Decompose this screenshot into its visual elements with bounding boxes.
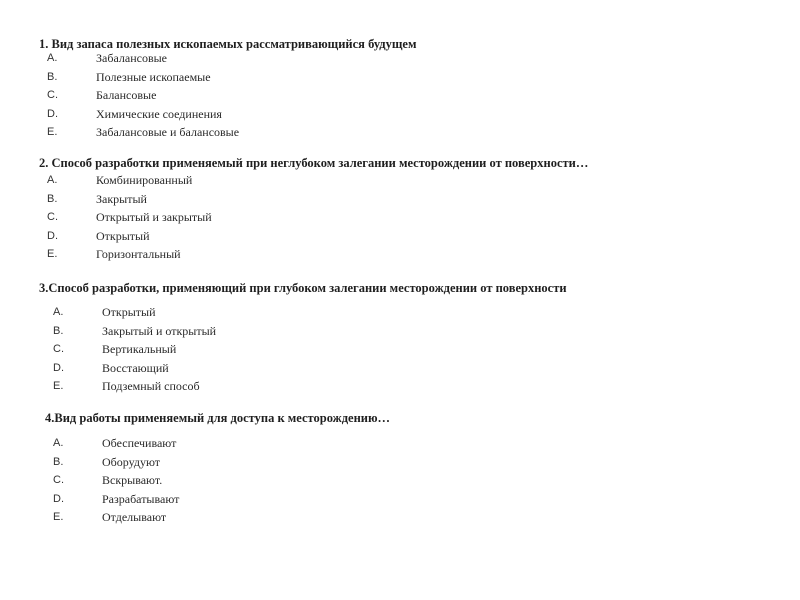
question-1 bbox=[39, 36, 417, 139]
option-text: Обеспечивают bbox=[102, 436, 177, 450]
option-letter: D. bbox=[47, 229, 58, 242]
option-text: Открытый и закрытый bbox=[96, 210, 212, 224]
option-letter: C. bbox=[47, 89, 58, 101]
option-text: Вскрывают. bbox=[102, 473, 163, 487]
option-letter: C. bbox=[53, 343, 64, 355]
option-text: Восстающий bbox=[102, 360, 169, 375]
option-text: Открытый bbox=[96, 228, 150, 243]
question-3 bbox=[39, 280, 567, 393]
question-4 bbox=[45, 410, 391, 524]
option-letter: D. bbox=[53, 492, 64, 505]
option-letter: D. bbox=[53, 361, 64, 374]
option-text: Открытый bbox=[102, 305, 156, 319]
option-text: Комбинированный bbox=[96, 173, 193, 187]
option-letter: D. bbox=[47, 107, 58, 120]
option-text: Подземный способ bbox=[102, 379, 200, 393]
option-letter: E. bbox=[47, 126, 58, 138]
option-letter: E. bbox=[53, 380, 64, 392]
option-letter: A. bbox=[53, 437, 64, 449]
option-letter: C. bbox=[47, 211, 58, 223]
option-letter: E. bbox=[53, 511, 64, 523]
question-2 bbox=[39, 155, 589, 261]
option-text: Оборудуют bbox=[102, 454, 161, 469]
option-letter: A. bbox=[53, 306, 64, 318]
option-text: Закрытый bbox=[96, 191, 147, 206]
option-letter: A. bbox=[47, 174, 58, 186]
option-text: Полезные ископаемые bbox=[96, 69, 211, 84]
question-title: 3.Способ разработки, применяющий при глубоком залегании месторождении от поверхности bbox=[39, 281, 567, 295]
option-letter: A. bbox=[47, 52, 58, 64]
option-letter: B. bbox=[53, 455, 64, 468]
option-text: Отделывают bbox=[102, 510, 167, 524]
option-text: Закрытый и открытый bbox=[102, 323, 217, 338]
option-letter: B. bbox=[47, 192, 58, 205]
option-letter: E. bbox=[47, 248, 58, 260]
option-text: Балансовые bbox=[96, 88, 157, 102]
question-title: 1. Вид запаса полезных ископаемых рассматривающийся будущем bbox=[39, 37, 417, 51]
option-text: Вертикальный bbox=[102, 342, 177, 356]
option-text: Разрабатывают bbox=[102, 491, 180, 506]
option-letter: B. bbox=[47, 70, 58, 83]
option-text: Химические соединения bbox=[96, 106, 222, 121]
option-letter: B. bbox=[53, 324, 64, 337]
question-title: 2. Способ разработки применяемый при неглубоком залегании месторождении от поверхности… bbox=[39, 156, 589, 170]
option-text: Забалансовые bbox=[96, 51, 167, 65]
option-text: Забалансовые и балансовые bbox=[96, 125, 240, 139]
option-letter: C. bbox=[53, 474, 64, 486]
option-text: Горизонтальный bbox=[96, 247, 181, 261]
question-title: 4.Вид работы применяемый для доступа к месторождению… bbox=[45, 411, 391, 425]
